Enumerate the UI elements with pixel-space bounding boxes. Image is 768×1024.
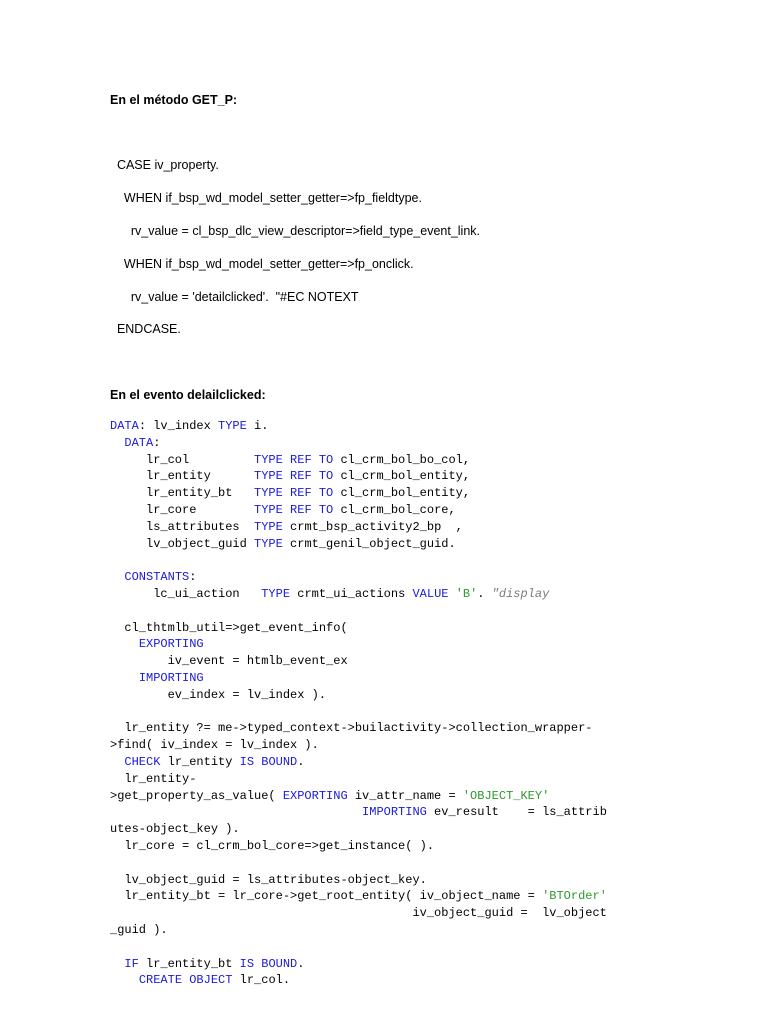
code-line	[110, 636, 607, 653]
getp-line-2: WHEN if_bsp_wd_model_setter_getter=>fp_fieldtype.	[110, 191, 422, 205]
code-text: ls_attributes	[110, 519, 255, 534]
code-text: lr_core = cl_crm_bol_core=>get_instance( ).	[110, 838, 435, 853]
code-keyword: EXPORTING	[282, 788, 348, 803]
code-line	[110, 704, 607, 721]
code-text: :	[153, 435, 161, 450]
code-line	[110, 603, 607, 620]
code-line	[110, 972, 607, 989]
code-text: _guid ).	[110, 922, 168, 937]
code-comment: "display	[491, 586, 550, 601]
code-text	[110, 637, 139, 651]
code-line	[110, 804, 607, 821]
code-line	[110, 653, 607, 670]
code-line	[110, 872, 607, 889]
code-text: crmt_ui_actions	[290, 586, 413, 601]
code-line	[110, 888, 607, 905]
code-line	[110, 569, 607, 586]
code-text: lr_col.	[232, 973, 291, 988]
code-keyword: IMPORTING	[138, 670, 204, 685]
code-keyword: IF	[124, 956, 139, 971]
code-text: lr_entity	[110, 469, 255, 484]
code-keyword: TYPE	[254, 519, 283, 534]
code-keyword: TYPE	[218, 419, 247, 433]
code-line	[110, 788, 607, 805]
code-line	[110, 670, 607, 687]
code-string: 'B'	[455, 586, 478, 601]
code-text: .	[297, 956, 305, 971]
code-line	[110, 754, 607, 771]
code-text: utes-object_key ).	[110, 822, 240, 837]
code-text	[448, 587, 455, 601]
code-text: lr_col	[110, 452, 255, 467]
code-keyword: IS BOUND	[239, 754, 298, 769]
code-keyword: TYPE	[261, 586, 291, 601]
code-line	[110, 485, 607, 502]
code-text: lr_entity ?= me->typed_context->builactivity->collection_wrapper-	[110, 721, 593, 736]
code-keyword: TYPE REF TO	[254, 452, 334, 467]
code-text: >find( iv_index = lv_index ).	[110, 738, 319, 753]
code-text: lr_core	[110, 502, 255, 517]
getp-line-4: WHEN if_bsp_wd_model_setter_getter=>fp_onclick.	[110, 257, 414, 271]
code-keyword: DATA	[110, 419, 139, 433]
code-line	[110, 771, 607, 788]
code-line	[110, 519, 607, 536]
code-line	[110, 838, 607, 855]
code-text: :	[189, 570, 197, 585]
code-text	[110, 671, 139, 685]
code-line	[110, 855, 607, 872]
code-line	[110, 552, 607, 569]
code-keyword: TYPE REF TO	[254, 486, 334, 501]
code-line	[110, 586, 607, 603]
getp-line-6: ENDCASE.	[110, 322, 181, 336]
heading-get-p: En el método GET_P:	[110, 93, 238, 107]
code-text: ev_index = lv_index ).	[110, 687, 327, 702]
code-keyword: EXPORTING	[138, 637, 204, 652]
code-text: lc_ui_action	[110, 586, 262, 601]
code-line	[110, 939, 607, 956]
code-keyword: VALUE	[412, 586, 449, 601]
code-text: >get_property_as_value(	[110, 788, 283, 803]
code-text	[110, 755, 124, 769]
code-text: lr_entity-	[110, 771, 197, 786]
code-text: cl_crm_bol_core,	[333, 502, 456, 517]
heading-event: En el evento delailclicked:	[110, 388, 266, 402]
code-text	[110, 570, 124, 584]
code-line	[110, 435, 607, 452]
code-line	[110, 737, 607, 754]
code-keyword: IS BOUND	[239, 956, 298, 971]
code-text: lr_entity_bt	[138, 956, 240, 971]
code-text: crmt_bsp_activity2_bp ,	[282, 519, 463, 534]
code-keyword: TYPE	[254, 536, 283, 551]
code-text: cl_thtmlb_util=>get_event_info(	[110, 620, 355, 635]
code-line	[110, 687, 607, 704]
code-line	[110, 468, 607, 485]
code-text: .	[297, 754, 305, 769]
code-line	[110, 956, 607, 973]
code-text: ev_result = ls_attrib	[426, 805, 607, 820]
code-text: cl_crm_bol_entity,	[333, 469, 471, 484]
code-text	[110, 436, 124, 450]
code-keyword: CHECK	[124, 754, 161, 769]
code-keyword: TYPE REF TO	[254, 502, 334, 517]
code-keyword: CONSTANTS	[124, 570, 190, 585]
code-text: cl_crm_bol_bo_col,	[333, 452, 471, 467]
code-text: lr_entity_bt	[110, 486, 255, 501]
code-line	[110, 418, 607, 435]
code-text: i.	[246, 419, 269, 433]
code-string: 'OBJECT_KEY'	[462, 788, 550, 803]
code-text: : lv_index	[138, 419, 219, 433]
code-text: iv_object_guid = lv_object	[110, 906, 607, 921]
code-line	[110, 905, 607, 922]
code-line	[110, 536, 607, 553]
code-keyword: DATA	[124, 435, 154, 450]
code-text: lr_entity	[160, 754, 240, 769]
getp-line-5: rv_value = 'detailclicked'. "#EC NOTEXT	[110, 290, 359, 304]
code-string: 'BTOrder'	[542, 889, 607, 904]
code-text: iv_event = htmlb_event_ex	[110, 654, 348, 669]
code-line	[110, 821, 607, 838]
code-block	[110, 418, 607, 989]
code-text: lv_object_guid = ls_attributes-object_key.	[110, 872, 427, 887]
code-keyword: TYPE REF TO	[254, 469, 334, 484]
code-text: lv_object_guid	[110, 536, 255, 551]
code-keyword: CREATE OBJECT	[138, 973, 233, 988]
code-text: lr_entity_bt = lr_core->get_root_entity( iv_object_name =	[110, 889, 543, 904]
code-text: iv_attr_name =	[347, 788, 463, 803]
code-text	[110, 973, 139, 987]
code-line	[110, 720, 607, 737]
code-line	[110, 922, 607, 939]
code-text: cl_crm_bol_entity,	[333, 486, 471, 501]
code-text: .	[477, 586, 492, 601]
code-text	[110, 957, 124, 971]
code-line	[110, 620, 607, 637]
code-line	[110, 502, 607, 519]
getp-line-1: CASE iv_property.	[110, 158, 219, 172]
code-keyword: IMPORTING	[362, 805, 427, 820]
code-line	[110, 452, 607, 469]
code-text	[110, 805, 362, 819]
getp-line-3: rv_value = cl_bsp_dlc_view_descriptor=>field_type_event_link.	[110, 224, 481, 238]
code-text: crmt_genil_object_guid.	[282, 536, 456, 551]
